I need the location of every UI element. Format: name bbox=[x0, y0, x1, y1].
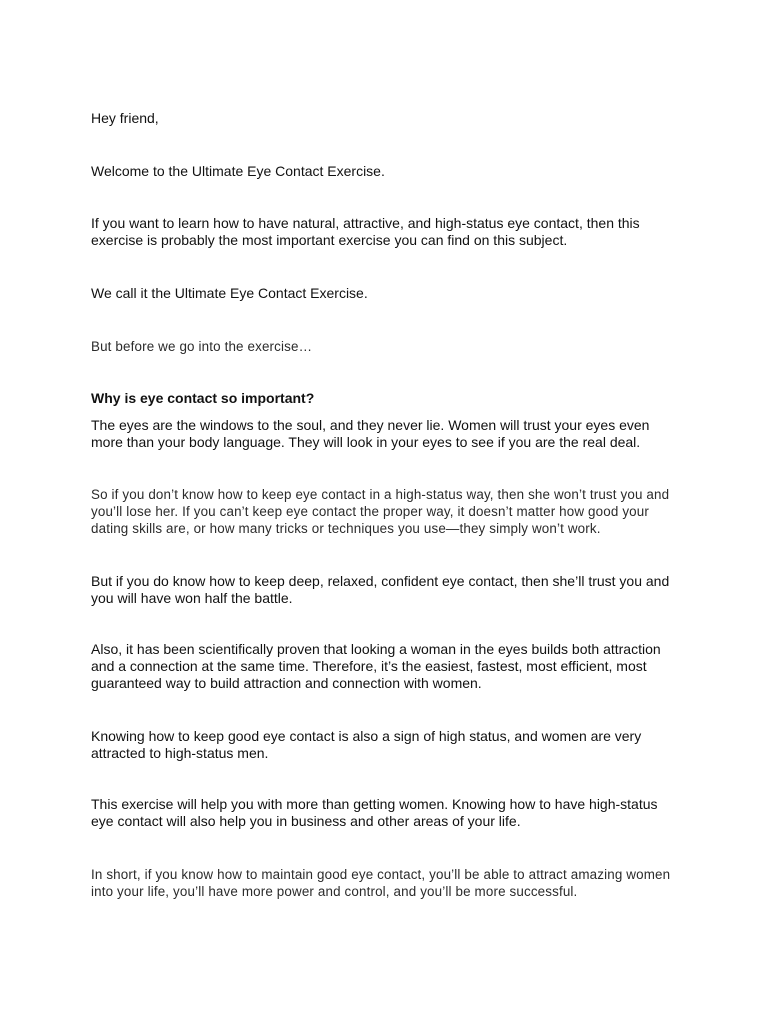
business-paragraph: This exercise will help you with more than getting women. Knowing how to have high-status eye contact will also help you in business and other areas of your life. bbox=[91, 796, 658, 829]
intro-paragraph: If you want to learn how to have natural, attractive, and high-status eye contact, then this exercise is probably the most important exercise you can find on this subject. bbox=[91, 215, 640, 248]
status-paragraph: Knowing how to keep good eye contact is also a sign of high status, and women are very attracted to high-status men. bbox=[91, 728, 642, 761]
do-know-paragraph: But if you do know how to keep deep, relaxed, confident eye contact, then she’ll trust you and you will have won half the battle. bbox=[91, 573, 670, 606]
welcome-text: Welcome to the Ultimate Eye Contact Exercise. bbox=[91, 163, 385, 179]
section-heading: Why is eye contact so important? bbox=[91, 390, 315, 406]
before-text: But before we go into the exercise… bbox=[91, 339, 313, 354]
call-it-text: We call it the Ultimate Eye Contact Exercise. bbox=[91, 285, 368, 301]
short-paragraph: In short, if you know how to maintain good eye contact, you’ll be able to attract amazing women into your life, you’ll have more power and control, and you’ll be more successful. bbox=[91, 867, 671, 899]
dont-know-paragraph: So if you don’t know how to keep eye contact in a high-status way, then she won’t trust you and you’ll lose her. If you can’t keep eye contact the proper way, it doesn’t matter how good your dating skills are, or how many tricks or techniques you use—they simply won’t work. bbox=[91, 487, 670, 536]
windows-paragraph: The eyes are the windows to the soul, and they never lie. Women will trust your eyes even more than your body language. They will look in your eyes to see if you are the real deal. bbox=[91, 417, 650, 450]
science-paragraph: Also, it has been scientifically proven that looking a woman in the eyes builds both attraction and a connection at the same time. Therefore, it’s the easiest, fastest, most efficient, most guaranteed way to build attraction and connection with women. bbox=[91, 641, 661, 691]
greeting-text: Hey friend, bbox=[91, 110, 159, 126]
